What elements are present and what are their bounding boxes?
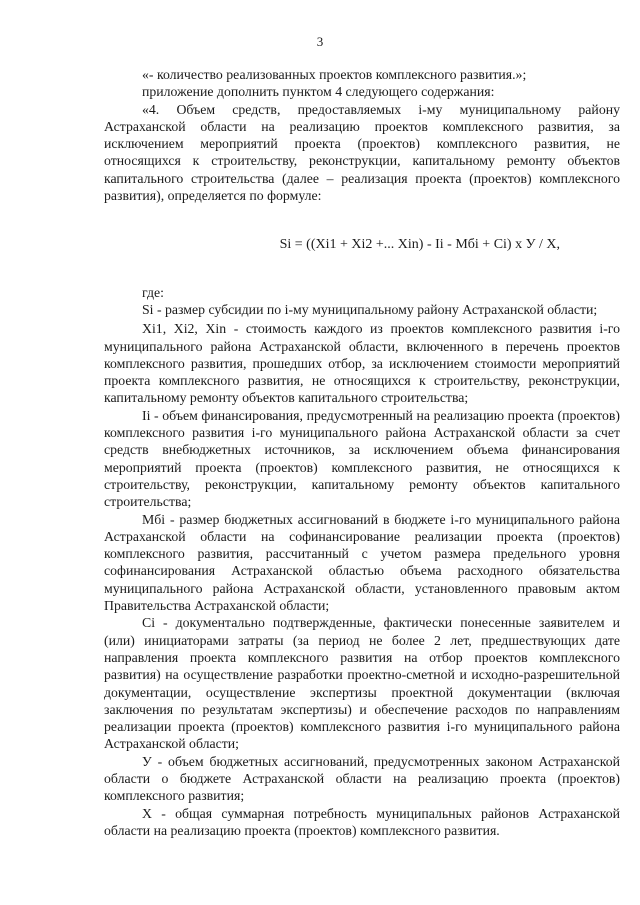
definition-ii: Ii - объем финансирования, предусмотренный на реализацию проекта (проектов) комплексного развития i-го муниципального района Астраханской области за счет средств внебюджетных источников, за исключением объема финансирования мероприятий проекта (проектов) комплексного развития, не относящихся к строительству, реконструкции, капитальному ремонту объектов капитального строительства; <box>104 407 620 510</box>
definition-si: Si - размер субсидии по i-му муниципальному району Астраханской области; <box>142 301 598 317</box>
document-body <box>104 66 620 839</box>
paragraph-point-4: «4. Объем средств, предоставляемых i-му муниципальному району Астраханской области на реализацию проектов комплексного развития, за исключением мероприятий проекта (проектов) комплексного развития, не относящихся к строительству, реконструкции, капитальному ремонту объектов капитального строительства (далее – реализация проекта (проектов) комплексного развития), определяется по формуле: <box>104 101 620 204</box>
definition-u: У - объем бюджетных ассигнований, предусмотренных законом Астраханской области о бюджете Астраханской области на реализацию проекта (проектов) комплексного развития; <box>104 753 620 804</box>
definition-x: Х - общая суммарная потребность муниципальных районов Астраханской области на реализацию проекта (проектов) комплексного развития. <box>104 805 620 838</box>
definition-ci: Ci - документально подтвержденные, фактически понесенные заявителем и (или) инициаторами затраты (за период не более 2 лет, предшествующих дате направления проекта комплексного развития на отбор проектов комплексного развития) на осуществление разработки проектно-сметной и исходно-разрешительной документации, осуществление экспертизы проектной документации (включая заключения по результатам экспертизы) и обеспечение расходов по направлениям реализации проекта (проектов) комплексного развития i-го муниципального района Астраханской области; <box>104 615 620 752</box>
paragraph-quantity-line: «- количество реализованных проектов комплексного развития.»; <box>142 67 527 82</box>
subsidy-formula: Si = ((Xi1 + Xi2 +... Xin) - Ii - Mбi + Ci) x У / Х, <box>279 237 560 253</box>
paragraph-appendix-line: приложение дополнить пунктом 4 следующего содержания: <box>142 84 495 100</box>
page-number: 3 <box>316 34 324 49</box>
where-label: где: <box>142 284 164 300</box>
definition-xi: Xi1, Xi2, Xin - стоимость каждого из проектов комплексного развития i-го муниципального района Астраханской области, включенного в перечень проектов комплексного развития, прошедших отбор, за исключением стоимости мероприятий проекта комплексного развития, не относящихся к строительству, реконструкции, капитальному ремонту объектов капитального строительства; <box>104 321 620 406</box>
definition-mbi: Mбi - размер бюджетных ассигнований в бюджете i-го муниципального района Астраханской области на софинансирование реализации проекта (проектов) комплексного развития, рассчитанный с учетом размера предельного уровня софинансирования Астраханской областью объема расходного обязательства муниципального района Астраханской области, установленного правовым актом Правительства Астраханской области; <box>104 511 620 614</box>
